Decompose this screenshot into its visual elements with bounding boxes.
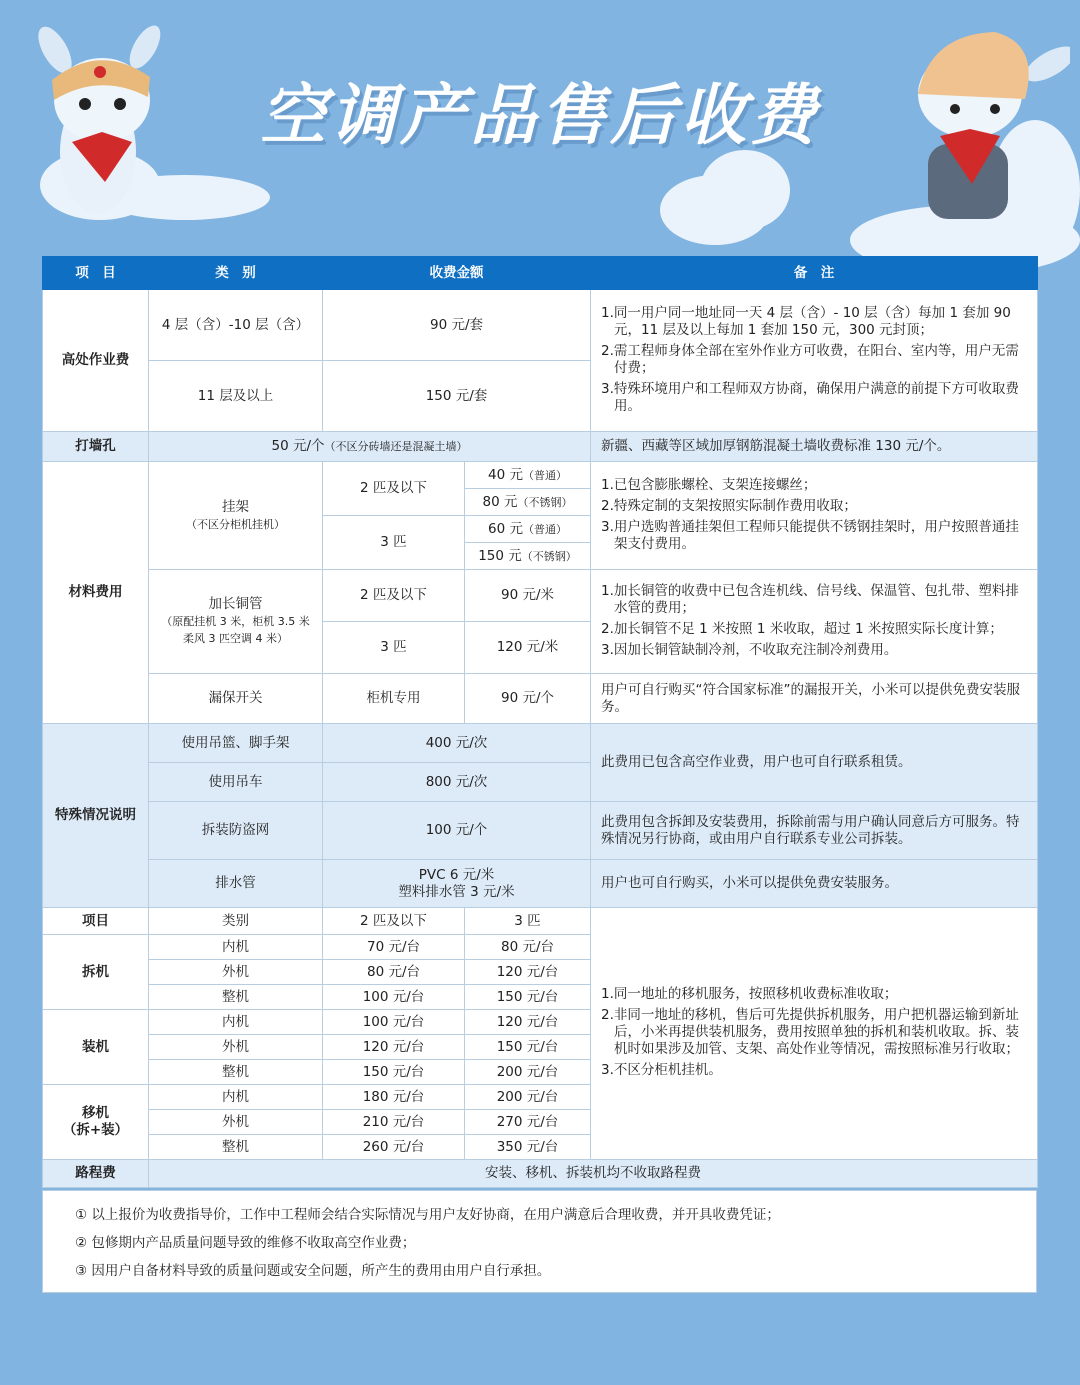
move-cell: 70 元/台 <box>323 935 465 960</box>
breaker-price: 90 元/个 <box>465 674 591 724</box>
bracket-size-1: 2 匹及以下 <box>323 462 465 516</box>
table-row <box>43 290 1038 361</box>
special-cat-2: 使用吊车 <box>149 763 323 802</box>
high-work-label: 高处作业费 <box>43 290 149 432</box>
move-cell: 120 元/台 <box>465 1010 591 1035</box>
pipe-price-2: 120 元/米 <box>465 622 591 674</box>
table-row <box>43 1160 1038 1188</box>
move-cell: 80 元/台 <box>465 935 591 960</box>
special-note-12: 此费用已包含高空作业费，用户也可自行联系租赁。 <box>591 724 1038 802</box>
move-cell: 150 元/台 <box>465 985 591 1010</box>
bracket-name: 挂架 <box>222 498 249 515</box>
table-row <box>43 570 1038 622</box>
note-line: 1.已包含膨胀螺栓、支架连接螺丝； <box>601 476 817 493</box>
move-cell: 180 元/台 <box>323 1085 465 1110</box>
move-cell: 100 元/台 <box>323 985 465 1010</box>
move-cell: 内机 <box>149 935 323 960</box>
wall-price: 50 元/个 <box>271 438 325 454</box>
materials-label: 材料费用 <box>43 462 149 724</box>
move-cell: 外机 <box>149 1110 323 1135</box>
move-cell: 120 元/台 <box>465 960 591 985</box>
special-price-4: PVC 6 元/米 塑料排水管 3 元/米 <box>323 860 591 908</box>
special-note-3: 此费用包含拆卸及安装费用，拆除前需与用户确认同意后方可服务。特殊情况另行协商，或由用户自行联系专业公司拆装。 <box>591 802 1038 860</box>
table-row <box>43 462 1038 489</box>
high-work-cat-2: 11 层及以上 <box>149 361 323 432</box>
bracket-price-2b: 150 元（不锈钢） <box>465 543 591 570</box>
bracket-price-2a: 60 元（普通） <box>465 516 591 543</box>
move-cell: 150 元/台 <box>323 1060 465 1085</box>
move-cell: 整机 <box>149 1135 323 1160</box>
move-cell: 100 元/台 <box>323 1010 465 1035</box>
high-work-price-2: 150 元/套 <box>323 361 591 432</box>
pipe-price-1: 90 元/米 <box>465 570 591 622</box>
footnote: ① 以上报价为收费指导价，工作中工程师会结合实际情况与用户友好协商，在用户满意后合理收费，并开具收费凭证； <box>75 1207 780 1223</box>
note-line: 3.不区分柜机挂机。 <box>601 1062 722 1078</box>
high-work-notes <box>591 290 1038 432</box>
fee-table <box>42 256 1038 1188</box>
move-cell: 200 元/台 <box>465 1060 591 1085</box>
road-text: 安装、移机、拆装机均不收取路程费 <box>149 1160 1038 1188</box>
breaker-note: 用户可自行购买“符合国家标准”的漏报开关，小米可以提供免费安装服务。 <box>591 674 1038 724</box>
wall-label: 打墙孔 <box>43 432 149 462</box>
special-cat-1: 使用吊篮、脚手架 <box>149 724 323 763</box>
special-label: 特殊情况说明 <box>43 724 149 908</box>
note-line: 2.加长铜管不足 1 米按照 1 米收取，超过 1 米按照实际长度计算； <box>601 620 1003 637</box>
table-row <box>43 432 1038 462</box>
move-cell: 270 元/台 <box>465 1110 591 1135</box>
move-header-cat: 类别 <box>149 908 323 935</box>
note-line: 3.因加长铜管缺制冷剂，不收取充注制冷剂费用。 <box>601 641 898 658</box>
move-cell: 80 元/台 <box>323 960 465 985</box>
bracket-sub: （不区分柜机挂机） <box>186 517 285 531</box>
move-notes <box>591 908 1038 1160</box>
pipe-name: 加长铜管 <box>208 596 263 612</box>
wall-note: 新疆、西藏等区域加厚钢筋混凝土墙收费标准 130 元/个。 <box>591 432 1038 462</box>
table-row <box>43 724 1038 763</box>
move-cell: 210 元/台 <box>323 1110 465 1135</box>
move-group-label: 装机 <box>43 1010 149 1085</box>
bracket-price-1a: 40 元（普通） <box>465 462 591 489</box>
table-row <box>43 908 1038 935</box>
pipe-sub-2: 柔风 3 匹空调 4 米） <box>183 632 288 645</box>
move-cell: 350 元/台 <box>465 1135 591 1160</box>
bracket-size-2: 3 匹 <box>323 516 465 570</box>
cloud <box>700 150 790 230</box>
note-line: 1.同一用户同一地址同一天 4 层（含）- 10 层（含）每加 1 套加 90 元，11 层及以上每加 1 套加 150 元，300 元封顶； <box>601 304 1011 338</box>
breaker-type: 柜机专用 <box>323 674 465 724</box>
bracket-notes <box>591 462 1038 570</box>
move-header-a: 2 匹及以下 <box>323 908 465 935</box>
high-work-cat-1: 4 层（含）-10 层（含） <box>149 290 323 361</box>
special-note-4: 用户也可自行购买，小米可以提供免费安装服务。 <box>591 860 1038 908</box>
header-category: 类 别 <box>149 257 323 290</box>
special-price-3: 100 元/个 <box>323 802 591 860</box>
special-cat-3: 拆装防盗网 <box>149 802 323 860</box>
header-remarks: 备 注 <box>591 257 1038 290</box>
special-price-2: 800 元/次 <box>323 763 591 802</box>
bracket-cell <box>149 462 323 570</box>
move-cell: 260 元/台 <box>323 1135 465 1160</box>
footnote: ② 包修期内产品质量问题导致的维修不收取高空作业费； <box>75 1235 416 1251</box>
high-work-price-1: 90 元/套 <box>323 290 591 361</box>
special-price-1: 400 元/次 <box>323 724 591 763</box>
note-line: 3.特殊环境用户和工程师双方协商，确保用户满意的前提下方可收取费用。 <box>601 380 1019 414</box>
special-cat-4: 排水管 <box>149 860 323 908</box>
move-cell: 200 元/台 <box>465 1085 591 1110</box>
note-line: 2.需工程师身体全部在室外作业方可收费，在阳台、室内等，用户无需付费； <box>601 342 1019 376</box>
wall-price-note: （不区分砖墙还是混凝土墙） <box>324 440 468 453</box>
pipe-cell <box>149 570 323 674</box>
move-cell: 内机 <box>149 1010 323 1035</box>
table-row <box>43 674 1038 724</box>
move-group-label: 拆机 <box>43 935 149 1010</box>
pipe-sub-1: （原配挂机 3 米，柜机 3.5 米 <box>161 615 310 628</box>
move-cell: 整机 <box>149 1060 323 1085</box>
note-line: 1.加长铜管的收费中已包含连机线、信号线、保温管、包扎带、塑料排水管的费用； <box>601 582 1019 616</box>
move-cell: 外机 <box>149 960 323 985</box>
pipe-size-2: 3 匹 <box>323 622 465 674</box>
road-label: 路程费 <box>43 1160 149 1188</box>
move-cell: 内机 <box>149 1085 323 1110</box>
note-line: 2.特殊定制的支架按照实际制作费用收取； <box>601 497 857 514</box>
note-line: 3.用户选购普通挂架但工程师只能提供不锈钢挂架时，用户按照普通挂架支付费用。 <box>601 518 1019 552</box>
wall-price-cell <box>149 432 591 462</box>
note-line: 1.同一地址的移机服务，按照移机收费标准收取； <box>601 986 898 1002</box>
move-cell: 150 元/台 <box>465 1035 591 1060</box>
header-item: 项 目 <box>43 257 149 290</box>
move-header-b: 3 匹 <box>465 908 591 935</box>
table-row <box>43 860 1038 908</box>
move-group-label: 移机 （拆+装） <box>43 1085 149 1160</box>
header-amount: 收费金额 <box>323 257 591 290</box>
note-line: 2.非同一地址的移机，售后可先提供拆机服务，用户把机器运输到新址后，小米再提供装机服务，费用按照单独的拆机和装机收取。拆、装机时如果涉及加管、支架、高处作业等情况，需按照标准另行收取； <box>601 1007 1019 1057</box>
pipe-size-1: 2 匹及以下 <box>323 570 465 622</box>
table-header <box>43 257 1038 290</box>
pipe-notes <box>591 570 1038 674</box>
move-cell: 外机 <box>149 1035 323 1060</box>
page-title: 空调产品售后收费 <box>260 77 820 154</box>
move-header-item: 项目 <box>43 908 149 935</box>
footnote: ③ 因用户自备材料导致的质量问题或安全问题，所产生的费用由用户自行承担。 <box>75 1263 551 1279</box>
bracket-price-1b: 80 元（不锈钢） <box>465 489 591 516</box>
footnotes <box>42 1190 1037 1293</box>
breaker-name: 漏保开关 <box>149 674 323 724</box>
table-row <box>43 802 1038 860</box>
move-cell: 整机 <box>149 985 323 1010</box>
move-cell: 120 元/台 <box>323 1035 465 1060</box>
